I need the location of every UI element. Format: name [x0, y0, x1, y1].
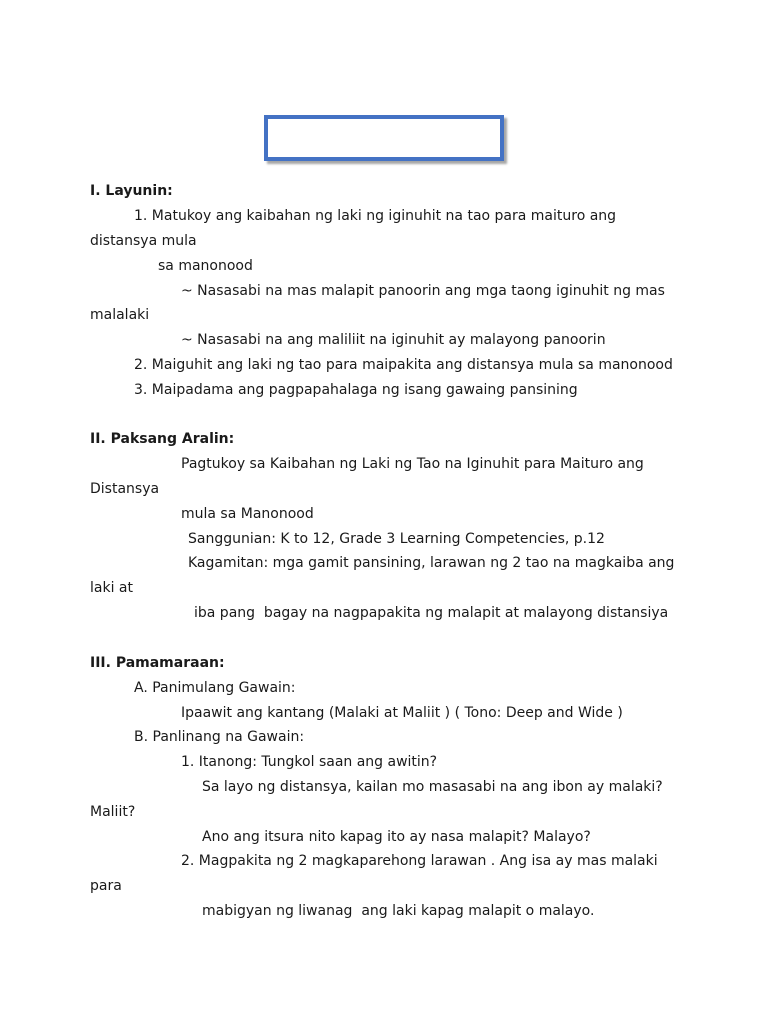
materials-line-cont: laki at — [90, 580, 133, 596]
materials-line: Kagamitan: mga gamit pansining, larawan ng 2 tao na magkaiba ang — [188, 555, 675, 571]
title-box — [264, 115, 504, 161]
objective-1-sub-a-cont: malalaki — [90, 307, 150, 323]
step-a-detail: Ipaawit ang kantang (Malaki at Maliit ) ( Tono: Deep and Wide ) — [181, 705, 623, 721]
section-heading-paksang-aralin: II. Paksang Aralin: — [90, 431, 235, 447]
objective-3: 3. Maipadama ang pagpapahalaga ng isang gawaing pansining — [134, 382, 578, 398]
section-heading-layunin: I. Layunin: — [90, 183, 173, 199]
objective-2: 2. Maiguhit ang laki ng tao para maipakita ang distansya mula sa manonood — [134, 357, 673, 373]
objective-1-sub-a: ~ Nasasabi na mas malapit panoorin ang mga taong iginuhit ng mas — [181, 283, 665, 299]
step-b-1-question-cont: Maliit? — [90, 804, 136, 820]
step-b-2-cont2: mabigyan ng liwanag ang laki kapag malapit o malayo. — [202, 903, 595, 919]
topic-line-cont: Distansya — [90, 481, 160, 497]
topic-line: Pagtukoy sa Kaibahan ng Laki ng Tao na Iginuhit para Maituro ang — [181, 456, 644, 472]
step-b: B. Panlinang na Gawain: — [134, 729, 305, 745]
step-a: A. Panimulang Gawain: — [134, 680, 296, 696]
step-b-2: 2. Magpakita ng 2 magkaparehong larawan . Ang isa ay mas malaki — [181, 853, 658, 869]
step-b-1-question: Sa layo ng distansya, kailan mo masasabi na ang ibon ay malaki? — [202, 779, 663, 795]
step-b-1-question-2: Ano ang itsura nito kapag ito ay nasa malapit? Malayo? — [202, 829, 591, 845]
reference-line: Sanggunian: K to 12, Grade 3 Learning Competencies, p.12 — [188, 531, 605, 547]
step-b-2-cont: para — [90, 878, 122, 894]
materials-line-cont2: iba pang bagay na nagpapakita ng malapit at malayong distansiya — [194, 605, 669, 621]
step-b-1: 1. Itanong: Tungkol saan ang awitin? — [181, 754, 438, 770]
objective-1-cont2: sa manonood — [158, 258, 253, 274]
objective-1-cont: distansya mula — [90, 233, 197, 249]
objective-1: 1. Matukoy ang kaibahan ng laki ng iginuhit na tao para maituro ang — [134, 208, 617, 224]
topic-line-cont2: mula sa Manonood — [181, 506, 314, 522]
section-heading-pamamaraan: III. Pamamaraan: — [90, 655, 225, 671]
objective-1-sub-b: ~ Nasasabi na ang maliliit na iginuhit ay malayong panoorin — [181, 332, 606, 348]
